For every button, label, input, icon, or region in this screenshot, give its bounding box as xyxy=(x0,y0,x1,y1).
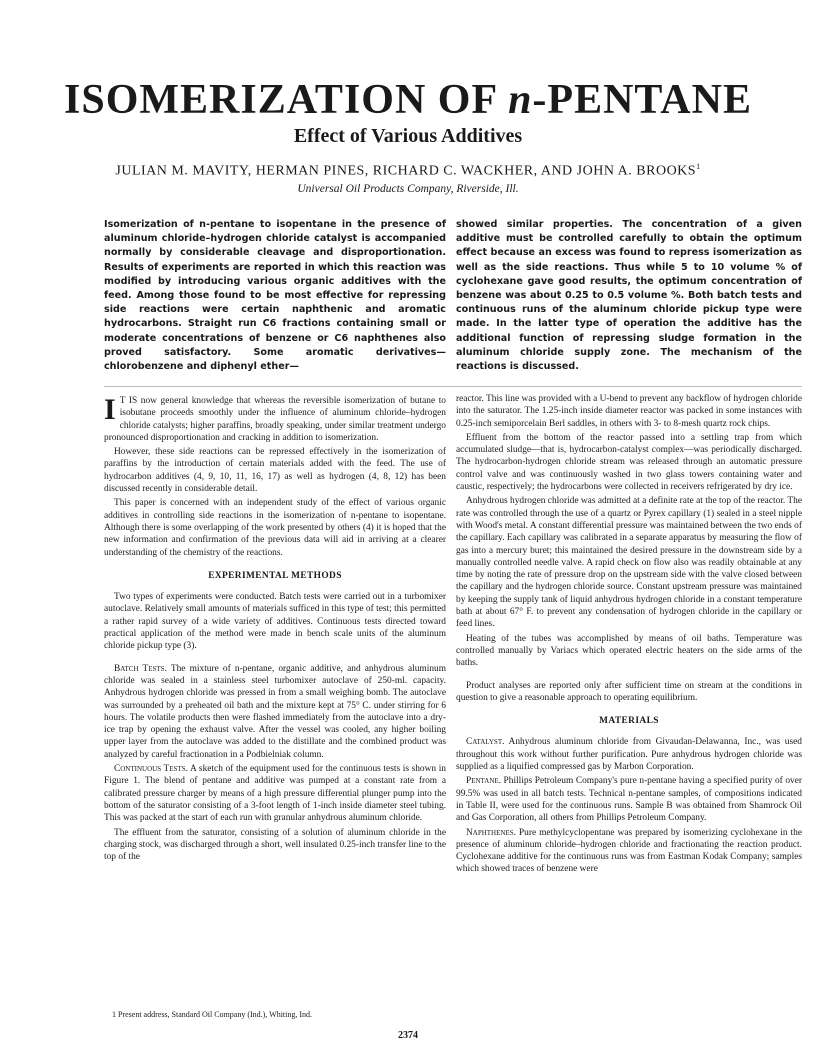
article-title: ISOMERIZATION OF n-PENTANE xyxy=(64,77,752,123)
paragraph: Product analyses are reported only after sufficient time on stream at the conditions in question to give a reasonable approach to operating equilibrium. xyxy=(456,680,802,703)
paragraph: However, these side reactions can be repressed effectively in the isomerization of paraffins by the introduction of certain materials added with the feed. The use of hydrocarbon additives (4, 9, 10, 11, 16, 17) as well as hydrogen (4, 8, 12) has been discussed recently in considerable detail. xyxy=(104,447,446,495)
section-heading: MATERIALS xyxy=(599,716,659,727)
paragraph: Pentane. Phillips Petroleum Company's pure n-pentane having a specified purity of over 99.5% was used in all batch tests. Technical n-pentane samples, of compositions indicated in Table II, were used for the continuous runs. Sample B was obtained from Shamrock Oil and Gas Corporation, all others from Phillips Petroleum Company. xyxy=(456,776,802,824)
run-in-heading: Batch Tests. xyxy=(114,663,167,674)
abstract-right: showed similar properties. The concentration of a given additive must be controlled carefully to obtain the optimum effect because an excess was found to repress isomerization as well as the side reactions. Thus while 5 to 10 volume % of cyclohexane gave good results, the optimum concentration of benzene was about 0.25 to 0.5 volume %. Both batch tests and continuous runs of the aluminum chloride pickup type were made. In the latter type of operation the additive has the additional function of repressing sludge formation in the aluminum chloride supply zone. The mechanism of the reactions is discussed. xyxy=(456,219,802,373)
drop-cap: I xyxy=(104,393,116,426)
paragraph: This paper is concerned with an independent study of the effect of various organic additives in controlling side reactions in the isomerization of n-pentane to isopentane. Although there is some overlapping of the work presented by others (4) it is hoped that the new information and confirmation of the previous data will aid in arriving at a clearer understanding of the chemistry of the reactions. xyxy=(104,498,446,558)
paragraph: Two types of experiments were conducted. Batch tests were carried out in a turbomixer autoclave. Relatively small amounts of materials sufficed in this type of test; this permitted a rather rapid survey of a wide variety of additives. Continuous tests directed toward practical application of the method were made in bench scale units of the aluminum chloride pickup type (3). xyxy=(104,592,446,652)
body-column-left xyxy=(104,395,446,865)
paragraph: Batch Tests. The mixture of n-pentane, organic additive, and anhydrous aluminum chloride was sealed in a stainless steel turbomixer autoclave of 250-ml. capacity. Anhydrous hydrogen chloride was pressed in from a small weighing bomb. The autoclave was surrounded by a preheated oil bath and the mixture kept at 75° C. under stirring for 6 hours. The volatile products then were flashed immediately from the autoclave into a dry-ice trap by opening the exhaust valve. After the vessel was cooled, any higher boiling upper layer from the autoclave was added to the distillate and the combined product was analyzed by careful fractionation in a Podbielniak column. xyxy=(104,663,446,760)
footnote: 1 Present address, Standard Oil Company (Ind.), Whiting, Ind. xyxy=(112,1010,313,1019)
run-in-heading: Pentane. xyxy=(466,776,501,787)
page-number: 2374 xyxy=(398,1030,418,1041)
paragraph: Anhydrous hydrogen chloride was admitted at a definite rate at the top of the reactor. The rate was controlled through the use of a quartz or Pyrex capillary (1) sealed in a steel nipple with Wood's metal. A constant differential pressure was maintained between the two ends of the capillary. Each capillary was calibrated in a separate apparatus by measuring the flow of gas into a mercury buret; this maintained the desired pressure in the downstream side by a manually controlled needle valve. A rapid check on flow also was readily obtainable at any time by noting the rate of pressure drop on the upstream side with the valve closed between the capillary and the hydrogen chloride source. Constant upstream pressure was maintained by keeping the supply tank of liquid anhydrous hydrogen chloride in a constant temperature bath at about 67° F. to prevent any condensation of hydrogen chloride in the capillary or feed lines. xyxy=(456,496,802,630)
article-subtitle: Effect of Various Additives xyxy=(293,125,523,147)
intro-paragraph: I T IS now general knowledge that whereas the reversible isomerization of butane to isobutane proceeds smoothly under the influence of aluminum chloride–hydrogen chloride catalysts; higher paraffins, broadly speaking, under similar treatment undergo pronounced disproportionation and cracking in addition to isomerization. xyxy=(104,393,446,443)
affiliation: Universal Oil Products Company, Riverside, Ill. xyxy=(297,183,519,195)
run-in-heading: Continuous Tests. xyxy=(114,764,188,775)
abstract-left: Isomerization of n-pentane to isopentane in the presence of aluminum chloride–hydrogen chloride catalyst is accompanied normally by considerable cleavage and disproportionation. Results of experiments are reported in which this reaction was modified by introducing various organic additives with the feed. Among those found to be most effective for repressing side reactions were certain naphthenic and aromatic hydrocarbons. Straight run C6 fractions containing small or moderate concentrations of benzene or C6 naphthenes also proved satisfactory. Some aromatic derivatives—chlorobenzene and diphenyl ether— xyxy=(104,219,446,373)
paragraph: Heating of the tubes was accomplished by means of oil baths. Temperature was controlled manually by Variacs which operated electric heaters on the side arms of the baths. xyxy=(456,633,802,669)
body-column-right xyxy=(456,393,802,878)
section-heading: EXPERIMENTAL METHODS xyxy=(208,570,342,581)
run-in-heading: Catalyst. xyxy=(466,737,505,748)
paragraph: Naphthenes. Pure methylcyclopentane was prepared by isomerizing cyclohexane in the presence of aluminum chloride–hydrogen chloride and fractionating the reaction product. Cyclohexane additive for the continuous runs was from Eastman Kodak Company; samples which showed traces of benzene were xyxy=(456,827,802,875)
paragraph: Catalyst. Anhydrous aluminum chloride from Givaudan-Delawanna, Inc., was used throughout this work without further purification. Pure anhydrous hydrogen chloride was supplied as a liquified compressed gas by Marbon Corporation. xyxy=(456,737,802,773)
paragraph: Continuous Tests. A sketch of the equipment used for the continuous tests is shown in Figure 1. The blend of pentane and additive was pumped at a constant rate from a calibrated pressure charger by means of a high pressure differential plunger pump into the bottom of the saturator consisting of a 3-foot length of 1-inch inside diameter steel tubing. This was packed at the start of each run with granular anhydrous aluminum chloride. xyxy=(104,764,446,824)
author-list: JULIAN M. MAVITY, HERMAN PINES, RICHARD C. WACKHER, AND JOHN A. BROOKS$^1$ xyxy=(115,162,701,179)
run-in-heading: Naphthenes. xyxy=(466,827,516,838)
paragraph: Effluent from the bottom of the reactor passed into a settling trap from which accumulated sludge—that is, hydrocarbon-catalyst complex—was periodically discharged. The hydrocarbon-hydrogen chloride stream was released through an automatic pressure control valve and was continuously washed in two glass towers containing water and caustic, respectively; the hydrocarbons were collected in receivers refrigerated by dry ice. xyxy=(456,432,802,493)
section-divider xyxy=(104,386,802,387)
paragraph: reactor. This line was provided with a U-bend to prevent any backflow of hydrogen chloride into the saturator. The 1.25-inch inside diameter reactor was packed in some instances with 0.25-inch semiporcelain Berl saddles, in others with 3- to 8-mesh quartz rock chips. xyxy=(456,394,802,429)
paragraph: The effluent from the saturator, consisting of a solution of aluminum chloride in the charging stock, was discharged through a short, well insulated 0.25-inch transfer line to the top of the xyxy=(104,827,446,863)
